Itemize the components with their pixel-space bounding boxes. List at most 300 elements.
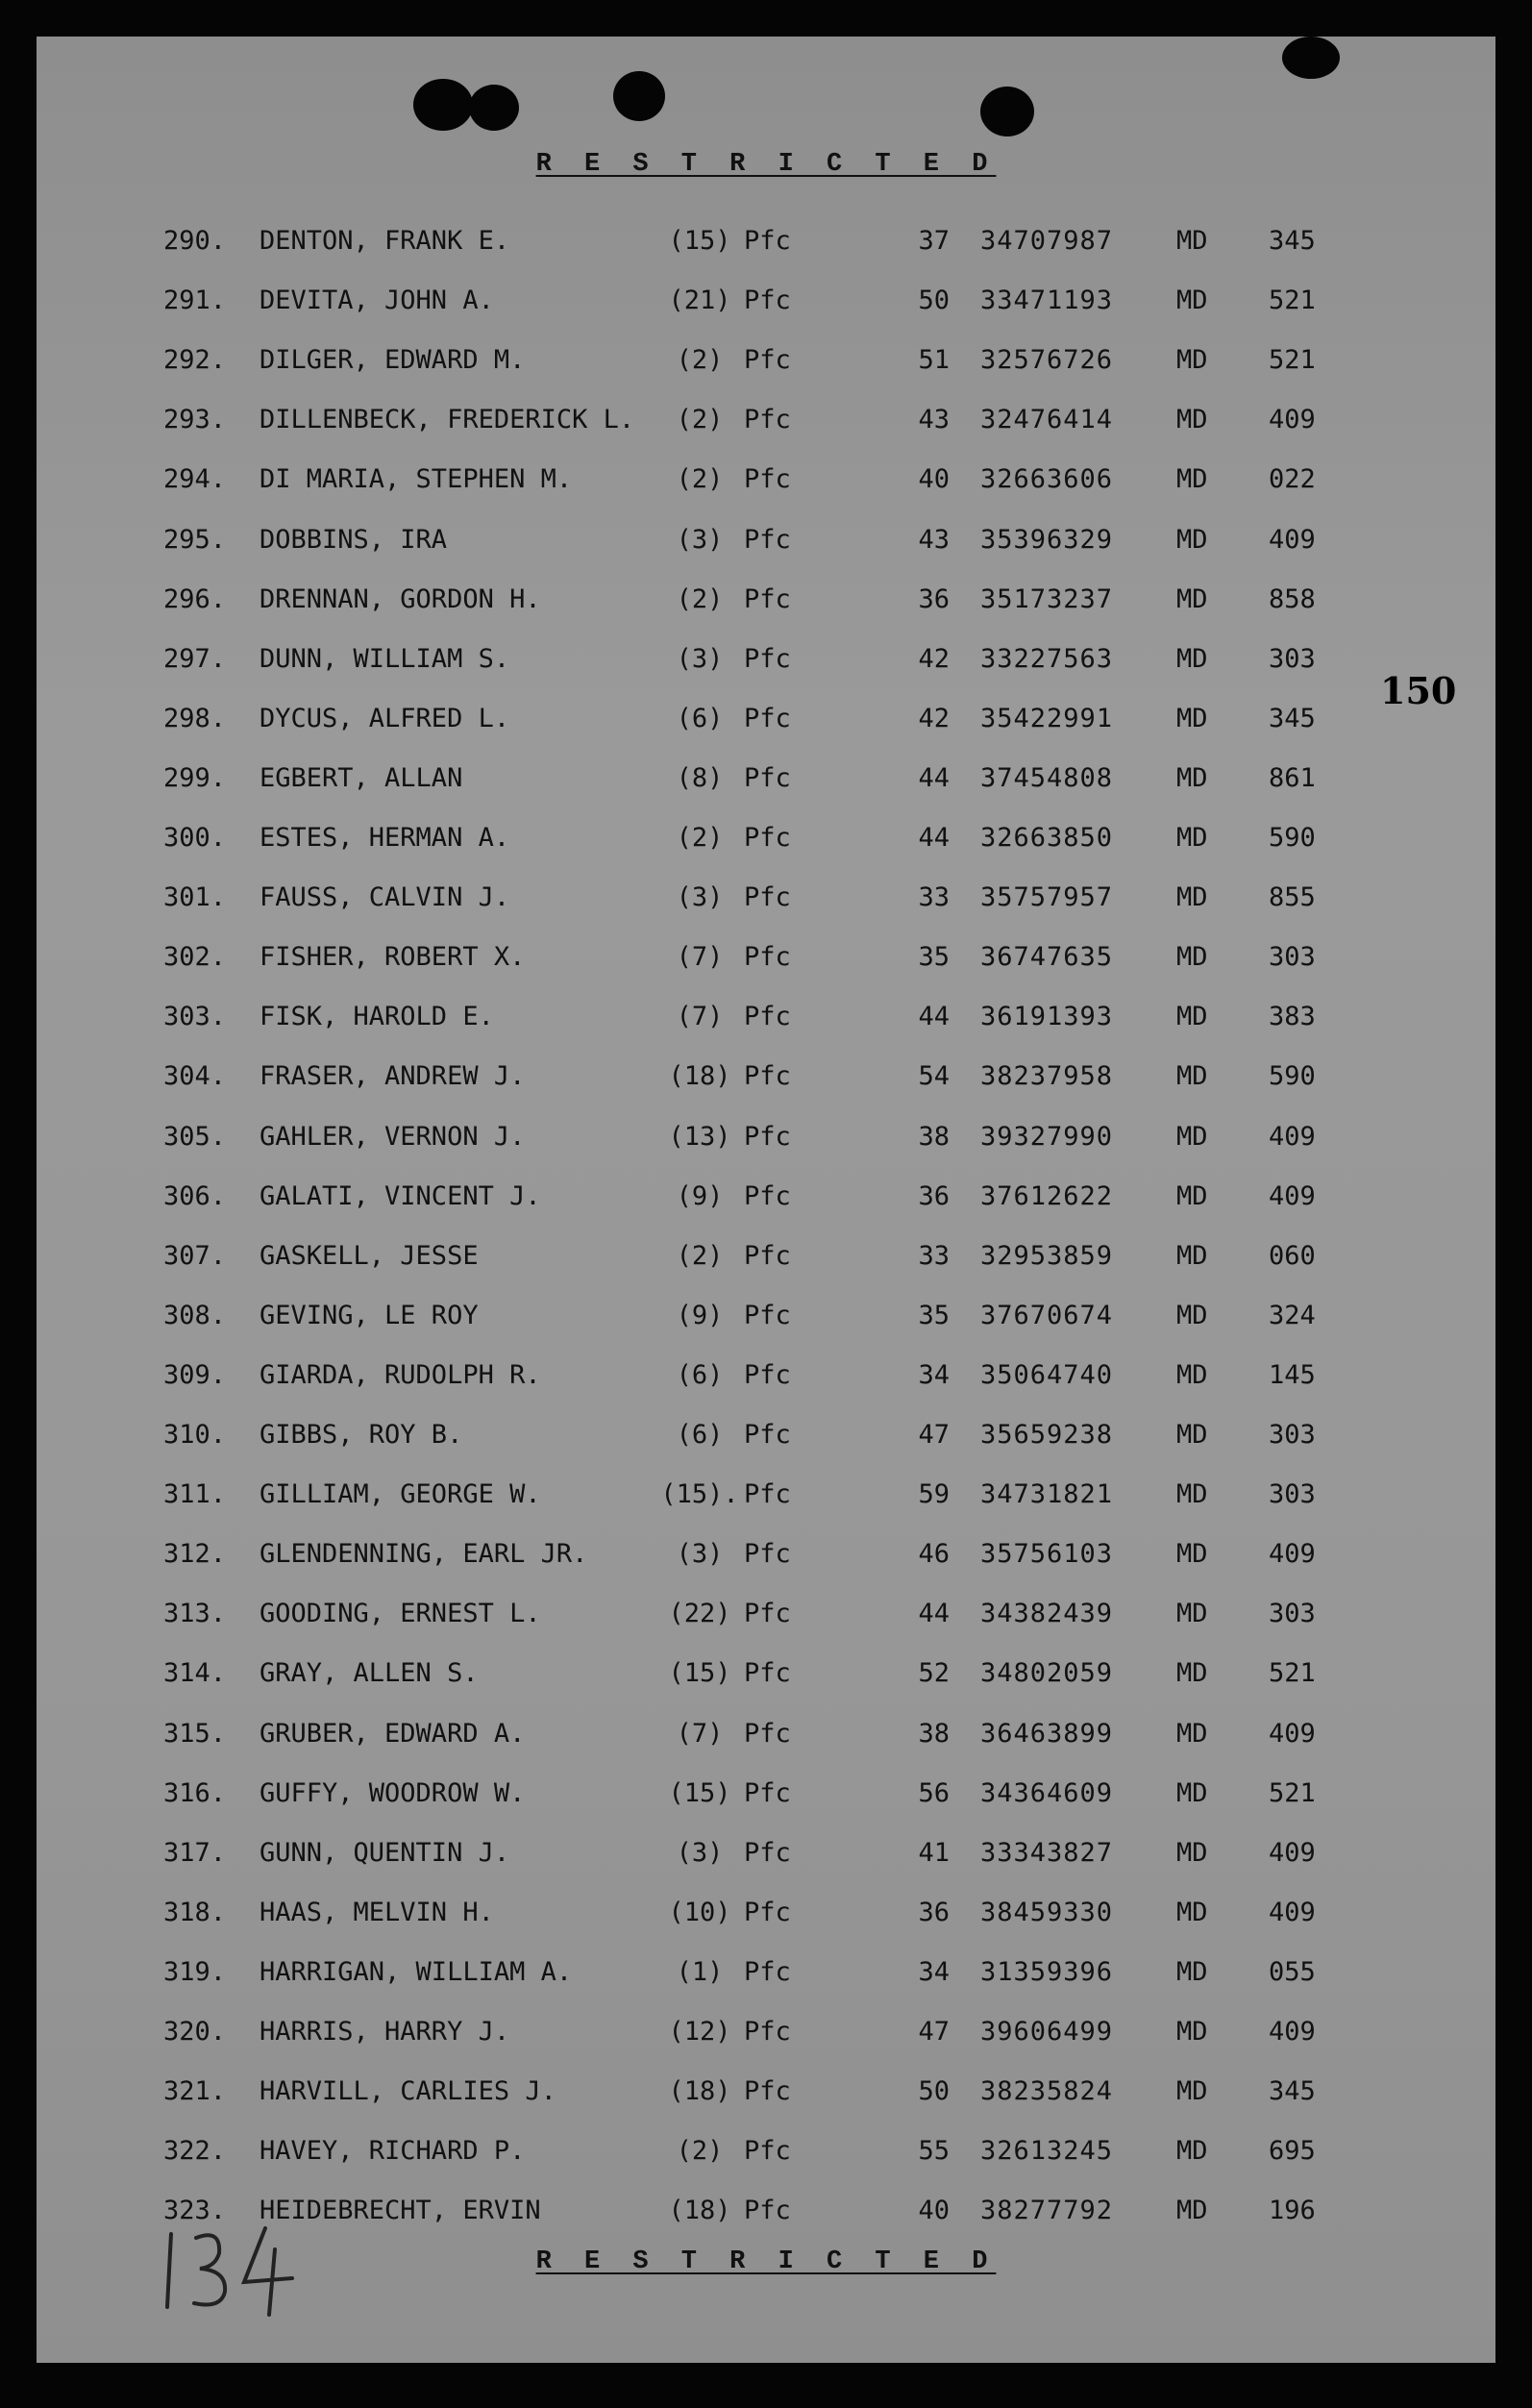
roster-code: MD	[1176, 823, 1208, 853]
roster-rank: Pfc	[744, 1180, 791, 1211]
roster-rank: Pfc	[744, 2017, 791, 2047]
roster-rank: Pfc	[744, 405, 791, 435]
roster-code: MD	[1176, 2076, 1208, 2107]
roster-code: MD	[1176, 1420, 1208, 1450]
roster-age: 33	[918, 1240, 950, 1271]
roster-mos: 409	[1269, 405, 1316, 435]
roster-age: 56	[918, 1777, 950, 1808]
roster-row	[37, 581, 1495, 619]
roster-row	[37, 1894, 1495, 1932]
roster-age: 44	[918, 1599, 950, 1629]
page-stamp: 150	[1380, 669, 1457, 712]
roster-age: 34	[918, 1956, 950, 1987]
roster-row	[37, 998, 1495, 1036]
roster-name: DILLENBECK, FREDERICK L.	[259, 405, 635, 435]
roster-code: MD	[1176, 1359, 1208, 1390]
roster-age: 33	[918, 882, 950, 913]
roster-name: HAAS, MELVIN H.	[259, 1897, 494, 1927]
roster-ref: (10)	[668, 1897, 731, 1927]
roster-name: DENTON, FRANK E.	[259, 226, 510, 256]
roster-age: 37	[918, 226, 950, 256]
roster-serial: 33227563	[980, 643, 1114, 674]
roster-code: MD	[1176, 2136, 1208, 2167]
roster-mos: 861	[1269, 762, 1316, 793]
roster-rank: Pfc	[744, 703, 791, 733]
roster-code: MD	[1176, 1777, 1208, 1808]
roster-age: 46	[918, 1539, 950, 1570]
roster-row	[37, 1715, 1495, 1753]
roster-ref: (18)	[668, 2076, 731, 2107]
roster-rank: Pfc	[744, 1599, 791, 1629]
roster-code: MD	[1176, 1837, 1208, 1868]
roster-num: 296.	[163, 583, 227, 614]
roster-row	[37, 341, 1495, 380]
roster-name: HEIDEBRECHT, ERVIN	[259, 2196, 541, 2226]
roster-code: MD	[1176, 703, 1208, 733]
roster-age: 38	[918, 1718, 950, 1749]
roster-num: 295.	[163, 524, 227, 555]
roster-mos: 022	[1269, 464, 1316, 495]
roster-ref: (2)	[676, 583, 724, 614]
roster-row	[37, 759, 1495, 798]
roster-code: MD	[1176, 583, 1208, 614]
roster-ref: (15)	[668, 1777, 731, 1808]
roster-num: 291.	[163, 285, 227, 316]
roster-ref: (8)	[676, 762, 724, 793]
roster-num: 319.	[163, 1956, 227, 1987]
roster-serial: 34382439	[980, 1599, 1114, 1629]
roster-serial: 32613245	[980, 2136, 1114, 2167]
roster-ref: (15)	[668, 226, 731, 256]
roster-name: GRUBER, EDWARD A.	[259, 1718, 526, 1749]
roster-code: MD	[1176, 524, 1208, 555]
roster-mos: 055	[1269, 1956, 1316, 1987]
roster-num: 312.	[163, 1539, 227, 1570]
roster-mos: 409	[1269, 2017, 1316, 2047]
roster-row	[37, 460, 1495, 499]
roster-row	[37, 1118, 1495, 1156]
roster-serial: 35173237	[980, 583, 1114, 614]
roster-num: 311.	[163, 1479, 227, 1510]
roster-num: 306.	[163, 1180, 227, 1211]
roster-name: GALATI, VINCENT J.	[259, 1180, 541, 1211]
roster-rank: Pfc	[744, 1479, 791, 1510]
roster-serial: 33343827	[980, 1837, 1114, 1868]
roster-rank: Pfc	[744, 1359, 791, 1390]
roster-num: 316.	[163, 1777, 227, 1808]
roster-name: DYCUS, ALFRED L.	[259, 703, 510, 733]
roster-ref: (7)	[676, 942, 724, 973]
roster-mos: 409	[1269, 1121, 1316, 1152]
roster-name: GUNN, QUENTIN J.	[259, 1837, 510, 1868]
roster-mos: 409	[1269, 1718, 1316, 1749]
roster-ref: (6)	[676, 1359, 724, 1390]
roster-rank: Pfc	[744, 464, 791, 495]
roster-serial: 35757957	[980, 882, 1114, 913]
roster-row	[37, 1356, 1495, 1395]
punch-hole	[1282, 37, 1340, 79]
roster-serial: 39327990	[980, 1121, 1114, 1152]
roster-age: 36	[918, 1180, 950, 1211]
roster-num: 310.	[163, 1420, 227, 1450]
roster-age: 47	[918, 2017, 950, 2047]
roster-code: MD	[1176, 2017, 1208, 2047]
roster-ref: (7)	[676, 1002, 724, 1032]
roster-ref: (2)	[676, 405, 724, 435]
roster-row	[37, 1297, 1495, 1335]
roster-rank: Pfc	[744, 2076, 791, 2107]
roster-name: DUNN, WILLIAM S.	[259, 643, 510, 674]
roster-mos: 409	[1269, 1180, 1316, 1211]
roster-age: 50	[918, 2076, 950, 2107]
roster-age: 44	[918, 823, 950, 853]
roster-code: MD	[1176, 942, 1208, 973]
roster-num: 290.	[163, 226, 227, 256]
roster-row	[37, 1476, 1495, 1514]
roster-mos: 303	[1269, 1420, 1316, 1450]
roster-rank: Pfc	[744, 524, 791, 555]
roster-ref: (3)	[676, 1539, 724, 1570]
roster-row	[37, 1953, 1495, 1992]
roster-age: 50	[918, 285, 950, 316]
roster-mos: 858	[1269, 583, 1316, 614]
roster-row	[37, 700, 1495, 738]
roster-rank: Pfc	[744, 762, 791, 793]
roster-serial: 36191393	[980, 1002, 1114, 1032]
roster-serial: 36463899	[980, 1718, 1114, 1749]
roster-mos: 303	[1269, 1479, 1316, 1510]
roster-mos: 324	[1269, 1300, 1316, 1330]
roster-ref: (18)	[668, 2196, 731, 2226]
roster-name: DOBBINS, IRA	[259, 524, 448, 555]
roster-age: 34	[918, 1359, 950, 1390]
roster-num: 320.	[163, 2017, 227, 2047]
roster-name: DRENNAN, GORDON H.	[259, 583, 541, 614]
roster-serial: 38235824	[980, 2076, 1114, 2107]
roster-num: 299.	[163, 762, 227, 793]
roster-ref: (22)	[668, 1599, 731, 1629]
roster-serial: 38459330	[980, 1897, 1114, 1927]
roster-ref: (2)	[676, 2136, 724, 2167]
roster-row	[37, 1237, 1495, 1276]
roster-row	[37, 282, 1495, 320]
roster-mos: 521	[1269, 1658, 1316, 1689]
roster-row	[37, 879, 1495, 917]
roster-rank: Pfc	[744, 1240, 791, 1271]
roster-code: MD	[1176, 643, 1208, 674]
roster-rank: Pfc	[744, 345, 791, 376]
roster-ref: (7)	[676, 1718, 724, 1749]
roster-ref: (21)	[668, 285, 731, 316]
roster-code: MD	[1176, 1539, 1208, 1570]
roster-code: MD	[1176, 226, 1208, 256]
roster-age: 44	[918, 762, 950, 793]
roster-num: 307.	[163, 1240, 227, 1271]
roster-name: FRASER, ANDREW J.	[259, 1061, 526, 1092]
roster-serial: 39606499	[980, 2017, 1114, 2047]
roster-name: ESTES, HERMAN A.	[259, 823, 510, 853]
roster-name: FISK, HAROLD E.	[259, 1002, 494, 1032]
roster-row	[37, 521, 1495, 559]
roster-serial: 34802059	[980, 1658, 1114, 1689]
roster-row	[37, 1535, 1495, 1574]
roster-num: 294.	[163, 464, 227, 495]
roster-ref: (1)	[676, 1956, 724, 1987]
punch-hole	[469, 85, 519, 131]
roster-serial: 32953859	[980, 1240, 1114, 1271]
roster-ref: (9)	[676, 1180, 724, 1211]
roster-mos: 345	[1269, 2076, 1316, 2107]
roster-code: MD	[1176, 882, 1208, 913]
roster-age: 40	[918, 2196, 950, 2226]
roster-rank: Pfc	[744, 1121, 791, 1152]
roster-age: 41	[918, 1837, 950, 1868]
roster-name: GLENDENNING, EARL JR.	[259, 1539, 588, 1570]
roster-ref: (13)	[668, 1121, 731, 1152]
roster-rank: Pfc	[744, 2136, 791, 2167]
roster-serial: 36747635	[980, 942, 1114, 973]
roster-name: HARVILL, CARLIES J.	[259, 2076, 556, 2107]
roster-ref: (2)	[676, 823, 724, 853]
roster-code: MD	[1176, 1121, 1208, 1152]
roster-age: 51	[918, 345, 950, 376]
roster-serial: 35422991	[980, 703, 1114, 733]
roster-num: 317.	[163, 1837, 227, 1868]
roster-serial: 38277792	[980, 2196, 1114, 2226]
roster-serial: 34364609	[980, 1777, 1114, 1808]
roster-age: 52	[918, 1658, 950, 1689]
roster-num: 313.	[163, 1599, 227, 1629]
roster-row	[37, 1595, 1495, 1633]
roster-rank: Pfc	[744, 942, 791, 973]
roster-num: 302.	[163, 942, 227, 973]
roster-num: 305.	[163, 1121, 227, 1152]
roster-name: GIARDA, RUDOLPH R.	[259, 1359, 541, 1390]
roster-code: MD	[1176, 1956, 1208, 1987]
roster-serial: 32576726	[980, 345, 1114, 376]
roster-ref: (6)	[676, 1420, 724, 1450]
roster-name: GIBBS, ROY B.	[259, 1420, 463, 1450]
roster-ref: (6)	[676, 703, 724, 733]
roster-name: HARRIS, HARRY J.	[259, 2017, 510, 2047]
roster-serial: 32476414	[980, 405, 1114, 435]
roster-row	[37, 2013, 1495, 2051]
roster-row	[37, 2073, 1495, 2111]
roster-num: 318.	[163, 1897, 227, 1927]
roster-code: MD	[1176, 464, 1208, 495]
roster-ref: (3)	[676, 643, 724, 674]
roster-row	[37, 938, 1495, 977]
roster-serial: 35659238	[980, 1420, 1114, 1450]
roster-num: 293.	[163, 405, 227, 435]
roster-name: EGBERT, ALLAN	[259, 762, 463, 793]
roster-code: MD	[1176, 1599, 1208, 1629]
roster-rank: Pfc	[744, 1300, 791, 1330]
roster-num: 308.	[163, 1300, 227, 1330]
roster-name: GOODING, ERNEST L.	[259, 1599, 541, 1629]
roster-name: DILGER, EDWARD M.	[259, 345, 526, 376]
roster-ref: (9)	[676, 1300, 724, 1330]
roster-mos: 409	[1269, 1539, 1316, 1570]
roster-num: 309.	[163, 1359, 227, 1390]
roster-ref: (3)	[676, 882, 724, 913]
roster-mos: 345	[1269, 226, 1316, 256]
roster-row	[37, 1416, 1495, 1454]
roster-name: GAHLER, VERNON J.	[259, 1121, 526, 1152]
roster-ref: (2)	[676, 464, 724, 495]
roster-rank: Pfc	[744, 1539, 791, 1570]
roster-age: 38	[918, 1121, 950, 1152]
roster-rank: Pfc	[744, 1061, 791, 1092]
roster-mos: 345	[1269, 703, 1316, 733]
roster-rank: Pfc	[744, 882, 791, 913]
roster-name: FAUSS, CALVIN J.	[259, 882, 510, 913]
roster-num: 297.	[163, 643, 227, 674]
roster-num: 300.	[163, 823, 227, 853]
roster-row	[37, 401, 1495, 439]
roster-rank: Pfc	[744, 823, 791, 853]
roster-code: MD	[1176, 1061, 1208, 1092]
roster-rank: Pfc	[744, 285, 791, 316]
roster-num: 301.	[163, 882, 227, 913]
roster-age: 43	[918, 405, 950, 435]
roster-mos: 303	[1269, 1599, 1316, 1629]
roster-mos: 409	[1269, 1897, 1316, 1927]
roster-age: 35	[918, 1300, 950, 1330]
roster-num: 323.	[163, 2196, 227, 2226]
roster-serial: 34731821	[980, 1479, 1114, 1510]
roster-rank: Pfc	[744, 2196, 791, 2226]
roster-code: MD	[1176, 1897, 1208, 1927]
roster-mos: 409	[1269, 524, 1316, 555]
roster-mos: 521	[1269, 1777, 1316, 1808]
roster-mos: 060	[1269, 1240, 1316, 1271]
roster-serial: 37454808	[980, 762, 1114, 793]
roster-name: GASKELL, JESSE	[259, 1240, 479, 1271]
roster-name: HAVEY, RICHARD P.	[259, 2136, 526, 2167]
roster-ref: (3)	[676, 1837, 724, 1868]
roster-code: MD	[1176, 1658, 1208, 1689]
roster-ref: (2)	[676, 345, 724, 376]
roster-name: GEVING, LE ROY	[259, 1300, 479, 1330]
roster-mos: 590	[1269, 1061, 1316, 1092]
roster-rank: Pfc	[744, 1837, 791, 1868]
roster-ref: (18)	[668, 1061, 731, 1092]
roster-name: GILLIAM, GEORGE W.	[259, 1479, 541, 1510]
roster-age: 42	[918, 643, 950, 674]
roster-mos: 695	[1269, 2136, 1316, 2167]
roster-mos: 303	[1269, 643, 1316, 674]
roster-code: MD	[1176, 1180, 1208, 1211]
roster-num: 315.	[163, 1718, 227, 1749]
roster-serial: 38237958	[980, 1061, 1114, 1092]
punch-hole	[413, 79, 473, 131]
roster-name: HARRIGAN, WILLIAM A.	[259, 1956, 573, 1987]
roster-age: 40	[918, 464, 950, 495]
roster-row	[37, 819, 1495, 857]
roster-row	[37, 640, 1495, 679]
roster-age: 54	[918, 1061, 950, 1092]
roster-age: 42	[918, 703, 950, 733]
roster-serial: 35756103	[980, 1539, 1114, 1570]
roster-num: 298.	[163, 703, 227, 733]
roster-serial: 32663850	[980, 823, 1114, 853]
roster-serial: 35064740	[980, 1359, 1114, 1390]
roster-row	[37, 1775, 1495, 1813]
roster-num: 304.	[163, 1061, 227, 1092]
roster-row	[37, 1057, 1495, 1096]
roster-ref: (3)	[676, 524, 724, 555]
roster-ref: (15)	[668, 1658, 731, 1689]
roster-row	[37, 222, 1495, 261]
punch-hole	[980, 87, 1034, 137]
roster-rank: Pfc	[744, 1956, 791, 1987]
roster-age: 36	[918, 583, 950, 614]
roster-code: MD	[1176, 1300, 1208, 1330]
roster-name: FISHER, ROBERT X.	[259, 942, 526, 973]
roster-rank: Pfc	[744, 1718, 791, 1749]
roster-num: 314.	[163, 1658, 227, 1689]
roster-num: 292.	[163, 345, 227, 376]
roster-name: GUFFY, WOODROW W.	[259, 1777, 526, 1808]
roster-num: 321.	[163, 2076, 227, 2107]
roster-mos: 521	[1269, 285, 1316, 316]
roster-serial: 31359396	[980, 1956, 1114, 1987]
punch-hole	[613, 71, 665, 121]
roster-mos: 521	[1269, 345, 1316, 376]
roster-age: 55	[918, 2136, 950, 2167]
roster-serial: 32663606	[980, 464, 1114, 495]
roster-row	[37, 1834, 1495, 1873]
roster-serial: 37670674	[980, 1300, 1114, 1330]
document-sheet	[37, 37, 1495, 2363]
roster-row	[37, 1654, 1495, 1693]
roster-rank: Pfc	[744, 583, 791, 614]
roster-code: MD	[1176, 762, 1208, 793]
roster-mos: 590	[1269, 823, 1316, 853]
roster-code: MD	[1176, 1002, 1208, 1032]
roster-mos: 383	[1269, 1002, 1316, 1032]
roster-age: 36	[918, 1897, 950, 1927]
roster-serial: 33471193	[980, 285, 1114, 316]
roster-code: MD	[1176, 1479, 1208, 1510]
roster-age: 43	[918, 524, 950, 555]
roster-code: MD	[1176, 405, 1208, 435]
roster-age: 35	[918, 942, 950, 973]
roster-num: 322.	[163, 2136, 227, 2167]
roster-mos: 303	[1269, 942, 1316, 973]
roster-serial: 37612622	[980, 1180, 1114, 1211]
roster-code: MD	[1176, 285, 1208, 316]
header-marking: R E S T R I C T E D	[535, 150, 997, 179]
roster-code: MD	[1176, 1718, 1208, 1749]
roster-mos: 855	[1269, 882, 1316, 913]
roster-mos: 196	[1269, 2196, 1316, 2226]
roster-name: DEVITA, JOHN A.	[259, 285, 494, 316]
roster-code: MD	[1176, 2196, 1208, 2226]
roster-age: 47	[918, 1420, 950, 1450]
roster-row	[37, 1178, 1495, 1216]
roster-name: GRAY, ALLEN S.	[259, 1658, 479, 1689]
roster-rank: Pfc	[744, 1897, 791, 1927]
roster-rank: Pfc	[744, 1002, 791, 1032]
roster-serial: 35396329	[980, 524, 1114, 555]
roster-rank: Pfc	[744, 1420, 791, 1450]
roster-rank: Pfc	[744, 1658, 791, 1689]
roster-age: 44	[918, 1002, 950, 1032]
roster-mos: 145	[1269, 1359, 1316, 1390]
roster-mos: 409	[1269, 1837, 1316, 1868]
